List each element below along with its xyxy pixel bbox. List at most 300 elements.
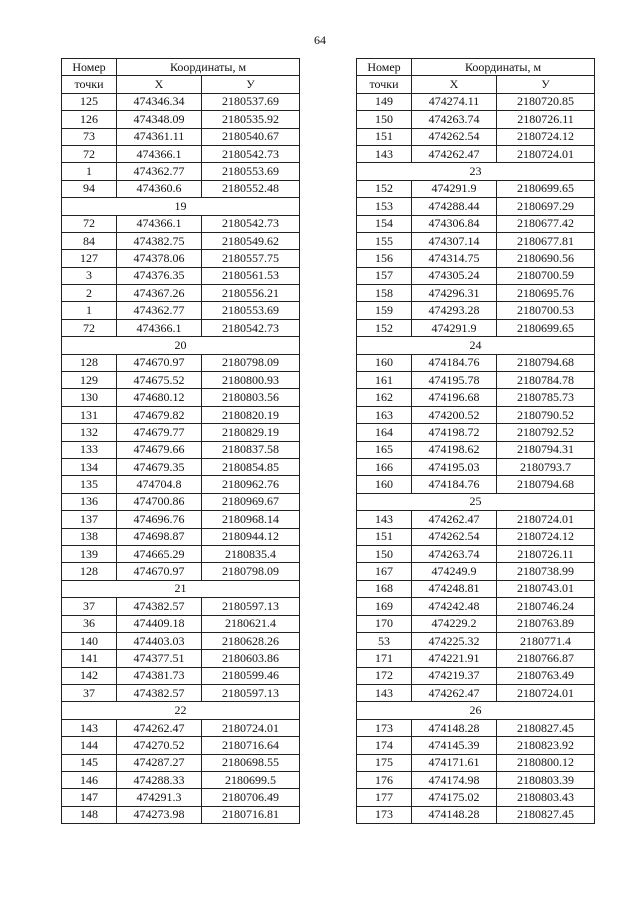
coordinates-table-right	[356, 58, 595, 824]
table-row	[62, 615, 300, 632]
x-coordinate-cell: 474242.48	[412, 598, 497, 615]
y-coordinate-cell: 2180794.31	[497, 441, 595, 458]
x-coordinate-cell: 474291.3	[117, 789, 202, 806]
x-coordinate-cell: 474696.76	[117, 511, 202, 528]
table-row	[62, 215, 300, 232]
table-row	[62, 667, 300, 684]
point-number-cell: 1	[62, 302, 117, 319]
table-row	[357, 93, 595, 110]
y-coordinate-cell: 2180537.69	[202, 93, 300, 110]
y-coordinate-cell: 2180677.42	[497, 215, 595, 232]
y-coordinate-cell: 2180677.81	[497, 232, 595, 249]
x-coordinate-cell: 474171.61	[412, 754, 497, 771]
table-row	[62, 302, 300, 319]
y-coordinate-cell: 2180835.4	[202, 545, 300, 562]
point-number-cell: 125	[62, 93, 117, 110]
y-coordinate-cell: 2180697.29	[497, 198, 595, 215]
x-coordinate-cell: 474306.84	[412, 215, 497, 232]
table-row	[62, 650, 300, 667]
table-row	[357, 667, 595, 684]
point-number-cell: 143	[357, 511, 412, 528]
point-number-cell: 150	[357, 545, 412, 562]
point-number-cell: 156	[357, 250, 412, 267]
point-number-cell: 128	[62, 354, 117, 371]
point-number-cell: 143	[62, 719, 117, 736]
table-row	[357, 528, 595, 545]
coordinates-header: Координаты, м	[117, 59, 300, 76]
point-number-cell: 73	[62, 128, 117, 145]
point-number-cell: 161	[357, 372, 412, 389]
y-coordinate-cell: 2180724.01	[497, 145, 595, 162]
x-coordinate-cell: 474680.12	[117, 389, 202, 406]
x-coordinate-cell: 474376.35	[117, 267, 202, 284]
y-coordinate-cell: 2180549.62	[202, 232, 300, 249]
table-row	[62, 772, 300, 789]
x-coordinate-cell: 474262.47	[117, 719, 202, 736]
point-number-cell: 145	[62, 754, 117, 771]
point-number-cell: 72	[62, 319, 117, 336]
y-coordinate-cell: 2180790.52	[497, 406, 595, 423]
point-number-cell: 152	[357, 319, 412, 336]
x-coordinate-cell: 474675.52	[117, 372, 202, 389]
point-number-cell: 130	[62, 389, 117, 406]
y-coordinate-cell: 2180542.73	[202, 319, 300, 336]
table-row	[357, 389, 595, 406]
point-number-cell: 166	[357, 458, 412, 475]
y-coordinate-cell: 2180829.19	[202, 424, 300, 441]
table-row	[357, 754, 595, 771]
point-number-cell: 147	[62, 789, 117, 806]
x-coordinate-cell: 474366.1	[117, 319, 202, 336]
table-row	[357, 685, 595, 702]
section-row	[62, 580, 300, 597]
point-number-cell: 37	[62, 598, 117, 615]
x-coordinate-cell: 474382.75	[117, 232, 202, 249]
section-number: 23	[357, 163, 595, 180]
point-number-cell: 133	[62, 441, 117, 458]
y-coordinate-cell: 2180827.45	[497, 806, 595, 823]
y-coordinate-cell: 2180746.24	[497, 598, 595, 615]
table-row	[357, 424, 595, 441]
point-number-cell: 163	[357, 406, 412, 423]
x-coordinate-cell: 474307.14	[412, 232, 497, 249]
section-number: 24	[357, 337, 595, 354]
x-coordinate-cell: 474219.37	[412, 667, 497, 684]
point-number-cell: 150	[357, 111, 412, 128]
x-coordinate-cell: 474700.86	[117, 493, 202, 510]
point-number-cell: 154	[357, 215, 412, 232]
point-number-cell: 151	[357, 528, 412, 545]
x-coordinate-cell: 474198.62	[412, 441, 497, 458]
y-coordinate-cell: 2180724.12	[497, 128, 595, 145]
point-number-cell: 152	[357, 180, 412, 197]
section-number: 20	[62, 337, 300, 354]
x-coordinate-cell: 474670.97	[117, 563, 202, 580]
point-number-cell: 138	[62, 528, 117, 545]
table-row	[62, 111, 300, 128]
point-number-cell: 173	[357, 719, 412, 736]
y-coordinate-cell: 2180726.11	[497, 111, 595, 128]
point-header-line2: точки	[357, 76, 412, 93]
y-coordinate-cell: 2180793.7	[497, 458, 595, 475]
x-coordinate-cell: 474679.66	[117, 441, 202, 458]
y-coordinate-cell: 2180720.85	[497, 93, 595, 110]
y-header: У	[497, 76, 595, 93]
point-number-cell: 168	[357, 580, 412, 597]
point-number-cell: 155	[357, 232, 412, 249]
x-coordinate-cell: 474670.97	[117, 354, 202, 371]
table-row	[62, 163, 300, 180]
point-number-cell: 160	[357, 354, 412, 371]
x-header: X	[117, 76, 202, 93]
y-coordinate-cell: 2180716.64	[202, 737, 300, 754]
point-number-cell: 159	[357, 302, 412, 319]
y-coordinate-cell: 2180699.65	[497, 319, 595, 336]
point-number-cell: 128	[62, 563, 117, 580]
x-coordinate-cell: 474221.91	[412, 650, 497, 667]
table-row	[357, 319, 595, 336]
y-coordinate-cell: 2180792.52	[497, 424, 595, 441]
table-row	[357, 580, 595, 597]
x-coordinate-cell: 474225.32	[412, 632, 497, 649]
point-number-cell: 131	[62, 406, 117, 423]
x-coordinate-cell: 474249.9	[412, 563, 497, 580]
point-number-cell: 72	[62, 215, 117, 232]
table-row	[357, 250, 595, 267]
table-row	[357, 441, 595, 458]
y-coordinate-cell: 2180800.93	[202, 372, 300, 389]
table-row	[357, 511, 595, 528]
y-coordinate-cell: 2180621.4	[202, 615, 300, 632]
x-coordinate-cell: 474679.77	[117, 424, 202, 441]
point-number-cell: 157	[357, 267, 412, 284]
x-coordinate-cell: 474381.73	[117, 667, 202, 684]
point-number-cell: 142	[62, 667, 117, 684]
x-coordinate-cell: 474362.77	[117, 163, 202, 180]
x-coordinate-cell: 474184.76	[412, 476, 497, 493]
table-row	[62, 737, 300, 754]
table-row	[62, 806, 300, 823]
table-row	[62, 145, 300, 162]
y-coordinate-cell: 2180699.65	[497, 180, 595, 197]
y-coordinate-cell: 2180542.73	[202, 145, 300, 162]
y-coordinate-cell: 2180837.58	[202, 441, 300, 458]
y-coordinate-cell: 2180854.85	[202, 458, 300, 475]
point-number-cell: 127	[62, 250, 117, 267]
point-number-cell: 53	[357, 632, 412, 649]
x-coordinate-cell: 474262.47	[412, 511, 497, 528]
point-number-cell: 153	[357, 198, 412, 215]
coordinates-table-left	[61, 58, 300, 824]
table-row	[62, 128, 300, 145]
x-coordinate-cell: 474293.28	[412, 302, 497, 319]
table-row	[62, 250, 300, 267]
x-coordinate-cell: 474378.06	[117, 250, 202, 267]
y-coordinate-cell: 2180724.12	[497, 528, 595, 545]
table-row	[62, 685, 300, 702]
y-coordinate-cell: 2180716.81	[202, 806, 300, 823]
x-coordinate-cell: 474196.68	[412, 389, 497, 406]
point-number-cell: 143	[357, 145, 412, 162]
table-row	[62, 232, 300, 249]
point-number-cell: 137	[62, 511, 117, 528]
table-row	[62, 545, 300, 562]
section-row	[357, 337, 595, 354]
y-coordinate-cell: 2180695.76	[497, 285, 595, 302]
x-coordinate-cell: 474366.1	[117, 145, 202, 162]
y-coordinate-cell: 2180771.4	[497, 632, 595, 649]
x-coordinate-cell: 474263.74	[412, 111, 497, 128]
point-number-cell: 148	[62, 806, 117, 823]
point-number-cell: 2	[62, 285, 117, 302]
table-row	[62, 319, 300, 336]
table-row	[357, 563, 595, 580]
table-row	[357, 285, 595, 302]
x-coordinate-cell: 474274.11	[412, 93, 497, 110]
table-row	[357, 406, 595, 423]
table-row	[62, 789, 300, 806]
table-row	[357, 476, 595, 493]
x-coordinate-cell: 474377.51	[117, 650, 202, 667]
table-row	[357, 232, 595, 249]
y-coordinate-cell: 2180724.01	[497, 511, 595, 528]
y-coordinate-cell: 2180540.67	[202, 128, 300, 145]
y-coordinate-cell: 2180803.56	[202, 389, 300, 406]
x-coordinate-cell: 474360.6	[117, 180, 202, 197]
x-coordinate-cell: 474262.54	[412, 128, 497, 145]
table-row	[62, 406, 300, 423]
table-row	[357, 598, 595, 615]
y-coordinate-cell: 2180542.73	[202, 215, 300, 232]
y-coordinate-cell: 2180724.01	[202, 719, 300, 736]
table-row	[62, 424, 300, 441]
table-row	[62, 458, 300, 475]
point-number-cell: 94	[62, 180, 117, 197]
point-number-cell: 177	[357, 789, 412, 806]
x-coordinate-cell: 474296.31	[412, 285, 497, 302]
table-row	[62, 354, 300, 371]
x-coordinate-cell: 474679.82	[117, 406, 202, 423]
y-coordinate-cell: 2180798.09	[202, 563, 300, 580]
x-coordinate-cell: 474273.98	[117, 806, 202, 823]
y-coordinate-cell: 2180743.01	[497, 580, 595, 597]
point-number-cell: 176	[357, 772, 412, 789]
table-row	[62, 598, 300, 615]
point-header-line2: точки	[62, 76, 117, 93]
x-coordinate-cell: 474195.78	[412, 372, 497, 389]
table-row	[62, 493, 300, 510]
x-coordinate-cell: 474362.77	[117, 302, 202, 319]
x-coordinate-cell: 474348.09	[117, 111, 202, 128]
point-number-cell: 129	[62, 372, 117, 389]
y-coordinate-cell: 2180561.53	[202, 267, 300, 284]
table-row	[62, 528, 300, 545]
section-number: 26	[357, 702, 595, 719]
x-coordinate-cell: 474366.1	[117, 215, 202, 232]
table-row	[357, 789, 595, 806]
y-coordinate-cell: 2180700.59	[497, 267, 595, 284]
x-coordinate-cell: 474382.57	[117, 598, 202, 615]
point-number-cell: 72	[62, 145, 117, 162]
x-header: X	[412, 76, 497, 93]
point-number-cell: 126	[62, 111, 117, 128]
table-row	[357, 302, 595, 319]
point-number-cell: 162	[357, 389, 412, 406]
x-coordinate-cell: 474291.9	[412, 319, 497, 336]
x-coordinate-cell: 474184.76	[412, 354, 497, 371]
y-coordinate-cell: 2180794.68	[497, 354, 595, 371]
point-number-cell: 164	[357, 424, 412, 441]
x-coordinate-cell: 474198.72	[412, 424, 497, 441]
table-row	[357, 719, 595, 736]
x-coordinate-cell: 474367.26	[117, 285, 202, 302]
x-coordinate-cell: 474346.34	[117, 93, 202, 110]
page-number: 64	[314, 33, 326, 47]
point-number-cell: 134	[62, 458, 117, 475]
y-coordinate-cell: 2180553.69	[202, 163, 300, 180]
table-row	[357, 458, 595, 475]
section-row	[357, 163, 595, 180]
y-coordinate-cell: 2180603.86	[202, 650, 300, 667]
point-number-cell: 173	[357, 806, 412, 823]
point-number-cell: 146	[62, 772, 117, 789]
y-coordinate-cell: 2180944.12	[202, 528, 300, 545]
table-row	[357, 806, 595, 823]
y-coordinate-cell: 2180599.46	[202, 667, 300, 684]
x-coordinate-cell: 474174.98	[412, 772, 497, 789]
x-coordinate-cell: 474382.57	[117, 685, 202, 702]
point-number-cell: 165	[357, 441, 412, 458]
y-coordinate-cell: 2180823.92	[497, 737, 595, 754]
table-row	[357, 632, 595, 649]
coordinates-header: Координаты, м	[412, 59, 595, 76]
x-coordinate-cell: 474305.24	[412, 267, 497, 284]
x-coordinate-cell: 474403.03	[117, 632, 202, 649]
table-body	[357, 93, 595, 823]
x-coordinate-cell: 474145.39	[412, 737, 497, 754]
y-coordinate-cell: 2180968.14	[202, 511, 300, 528]
point-number-cell: 139	[62, 545, 117, 562]
y-header: У	[202, 76, 300, 93]
table-row	[357, 180, 595, 197]
x-coordinate-cell: 474665.29	[117, 545, 202, 562]
table-row	[357, 145, 595, 162]
table-row	[357, 128, 595, 145]
x-coordinate-cell: 474229.2	[412, 615, 497, 632]
table-body	[62, 93, 300, 823]
table-row	[62, 389, 300, 406]
table-row	[62, 563, 300, 580]
table-row	[62, 93, 300, 110]
y-coordinate-cell: 2180820.19	[202, 406, 300, 423]
y-coordinate-cell: 2180784.78	[497, 372, 595, 389]
x-coordinate-cell: 474361.11	[117, 128, 202, 145]
point-number-cell: 171	[357, 650, 412, 667]
x-coordinate-cell: 474704.8	[117, 476, 202, 493]
point-header-line1: Номер	[357, 59, 412, 76]
section-row	[357, 493, 595, 510]
y-coordinate-cell: 2180535.92	[202, 111, 300, 128]
x-coordinate-cell: 474270.52	[117, 737, 202, 754]
y-coordinate-cell: 2180969.67	[202, 493, 300, 510]
y-coordinate-cell: 2180690.56	[497, 250, 595, 267]
point-number-cell: 143	[357, 685, 412, 702]
point-number-cell: 149	[357, 93, 412, 110]
table-row	[62, 372, 300, 389]
section-number: 25	[357, 493, 595, 510]
x-coordinate-cell: 474409.18	[117, 615, 202, 632]
y-coordinate-cell: 2180800.12	[497, 754, 595, 771]
y-coordinate-cell: 2180552.48	[202, 180, 300, 197]
section-row	[62, 198, 300, 215]
point-number-cell: 172	[357, 667, 412, 684]
y-coordinate-cell: 2180699.5	[202, 772, 300, 789]
table-row	[357, 772, 595, 789]
y-coordinate-cell: 2180798.09	[202, 354, 300, 371]
x-coordinate-cell: 474698.87	[117, 528, 202, 545]
y-coordinate-cell: 2180597.13	[202, 598, 300, 615]
point-number-cell: 136	[62, 493, 117, 510]
table-row	[357, 545, 595, 562]
table-row	[357, 111, 595, 128]
section-row	[62, 702, 300, 719]
y-coordinate-cell: 2180557.75	[202, 250, 300, 267]
y-coordinate-cell: 2180803.43	[497, 789, 595, 806]
y-coordinate-cell: 2180597.13	[202, 685, 300, 702]
x-coordinate-cell: 474288.44	[412, 198, 497, 215]
point-number-cell: 84	[62, 232, 117, 249]
table-row	[62, 476, 300, 493]
x-coordinate-cell: 474262.47	[412, 145, 497, 162]
y-coordinate-cell: 2180803.39	[497, 772, 595, 789]
table-row	[62, 441, 300, 458]
y-coordinate-cell: 2180766.87	[497, 650, 595, 667]
table-row	[357, 650, 595, 667]
x-coordinate-cell: 474291.9	[412, 180, 497, 197]
point-number-cell: 174	[357, 737, 412, 754]
y-coordinate-cell: 2180763.49	[497, 667, 595, 684]
y-coordinate-cell: 2180827.45	[497, 719, 595, 736]
y-coordinate-cell: 2180724.01	[497, 685, 595, 702]
section-number: 22	[62, 702, 300, 719]
section-row	[357, 702, 595, 719]
table-row	[62, 180, 300, 197]
y-coordinate-cell: 2180785.73	[497, 389, 595, 406]
x-coordinate-cell: 474262.54	[412, 528, 497, 545]
x-coordinate-cell: 474263.74	[412, 545, 497, 562]
table-row	[357, 215, 595, 232]
y-coordinate-cell: 2180553.69	[202, 302, 300, 319]
x-coordinate-cell: 474288.33	[117, 772, 202, 789]
table-row	[357, 267, 595, 284]
point-number-cell: 169	[357, 598, 412, 615]
table-row	[357, 737, 595, 754]
y-coordinate-cell: 2180794.68	[497, 476, 595, 493]
y-coordinate-cell: 2180700.53	[497, 302, 595, 319]
point-number-cell: 37	[62, 685, 117, 702]
point-number-cell: 3	[62, 267, 117, 284]
section-number: 19	[62, 198, 300, 215]
point-number-cell: 160	[357, 476, 412, 493]
y-coordinate-cell: 2180726.11	[497, 545, 595, 562]
y-coordinate-cell: 2180698.55	[202, 754, 300, 771]
point-number-cell: 135	[62, 476, 117, 493]
table-row	[357, 198, 595, 215]
y-coordinate-cell: 2180556.21	[202, 285, 300, 302]
table-row	[62, 267, 300, 284]
table-row	[62, 285, 300, 302]
point-number-cell: 144	[62, 737, 117, 754]
